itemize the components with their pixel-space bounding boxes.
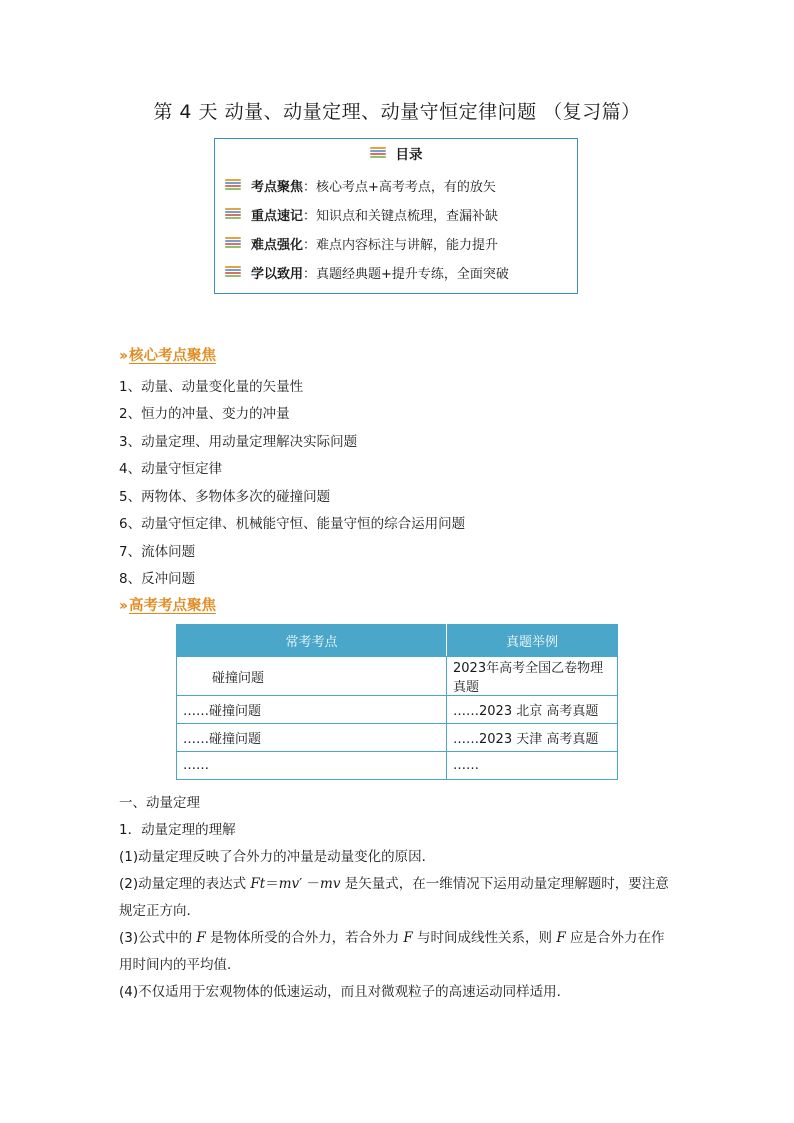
paragraph: [119, 925, 679, 979]
table-cell: ……碰撞问题: [177, 724, 447, 752]
table-cell: 碰撞问题: [177, 657, 447, 696]
list-item: 4、动量守恒定律: [119, 461, 223, 477]
list-stack-icon: [225, 179, 241, 191]
list-stack-icon: [225, 237, 241, 249]
list-item: 1、动量、动量变化量的矢量性: [119, 379, 304, 395]
paragraph-text: 是物体所受的合外力，若合外力: [205, 930, 404, 946]
list-item: 5、两物体、多物体多次的碰撞问题: [119, 489, 331, 505]
list-item: 7、流体问题: [119, 544, 196, 560]
formula-term: mv: [278, 876, 300, 892]
section-title: 一、动量定理: [119, 795, 200, 811]
toc-item: [225, 204, 498, 224]
list-item: 2、恒力的冲量、变力的冲量: [119, 406, 290, 422]
formula-term: mv: [320, 876, 341, 892]
toc-item: [225, 175, 496, 195]
table-cell: 2023年高考全国乙卷物理真题: [447, 657, 618, 696]
toc-item-key: 学以致用: [251, 266, 304, 282]
column-header: 常考考点: [177, 625, 447, 657]
column-header: 真题举例: [447, 625, 618, 657]
list-item: 8、反冲问题: [119, 571, 196, 587]
table-row: [177, 696, 618, 724]
paragraph-text: 是矢量式，在一维情况下运用动量定理解题时，要注意: [340, 876, 669, 892]
table-row: [177, 724, 618, 752]
toc-item: [225, 262, 509, 282]
paragraph: (1)动量定理反映了合外力的冲量是动量变化的原因．: [119, 849, 436, 865]
paragraph-text: (3)公式中的: [119, 930, 197, 946]
formula-term: Ft: [250, 876, 266, 892]
table-of-contents: [214, 138, 578, 294]
toc-item-desc: ：难点内容标注与讲解，能力提升: [303, 237, 499, 253]
list-stack-icon: [225, 266, 241, 278]
double-chevron-icon: ››: [119, 348, 125, 364]
toc-item-desc: ：知识点和关键点梳理，查漏补缺: [303, 208, 499, 224]
section-heading-core: [119, 344, 216, 365]
toc-item-desc: ：核心考点+高考考点，有的放矢: [303, 179, 496, 195]
paragraph: (4)不仅适用于宏观物体的低速运动，而且对微观粒子的高速运动同样适用．: [119, 984, 571, 1000]
list-item: 6、动量守恒定律、机械能守恒、能量守恒的综合运用问题: [119, 516, 466, 532]
list-item: 3、动量定理、用动量定理解决实际问题: [119, 434, 358, 450]
formula-term: F: [196, 930, 206, 946]
table-row: [177, 752, 618, 780]
exam-topics-table: [176, 624, 618, 780]
double-chevron-icon: ››: [119, 598, 125, 614]
paragraph-text: (2)动量定理的表达式: [119, 876, 251, 892]
toc-item-key: 难点强化: [251, 237, 304, 253]
list-stack-icon: [370, 147, 386, 159]
formula-term: F: [556, 930, 566, 946]
table-row: [177, 657, 618, 696]
list-stack-icon: [225, 208, 241, 220]
paragraph: [119, 871, 679, 925]
formula-operator: ＝: [265, 876, 279, 892]
formula-operator: ′ －: [299, 876, 321, 892]
toc-item: [225, 233, 498, 253]
paragraph-text: 与时间成线性关系，则: [412, 930, 557, 946]
table-cell: ……2023 北京 高考真题: [447, 696, 618, 724]
section-heading-label: 高考考点聚焦: [128, 598, 216, 614]
paragraph-text: 规定正方向．: [119, 903, 200, 919]
toc-item-key: 重点速记: [251, 208, 304, 224]
toc-item-key: 考点聚焦: [251, 179, 304, 195]
formula-term: F: [403, 930, 413, 946]
subsection-title: 1．动量定理的理解: [119, 822, 236, 838]
page-title: 第 4 天 动量、动量定理、动量守恒定律问题 （复习篇）: [153, 101, 641, 123]
paragraph-text: 应是合外力在作: [565, 930, 665, 946]
section-heading-label: 核心考点聚焦: [128, 348, 216, 364]
table-cell: ……: [447, 752, 618, 780]
toc-item-desc: ：真题经典题+提升专练，全面突破: [303, 266, 509, 282]
paragraph-text: 用时间内的平均值．: [119, 957, 241, 973]
table-cell: ……: [177, 752, 447, 780]
toc-heading: [215, 143, 577, 163]
table-cell: ……2023 天津 高考真题: [447, 724, 618, 752]
table-header-row: [177, 625, 618, 657]
toc-heading-label: 目录: [395, 147, 423, 163]
table-cell: ……碰撞问题: [177, 696, 447, 724]
section-heading-exam: [119, 594, 216, 615]
